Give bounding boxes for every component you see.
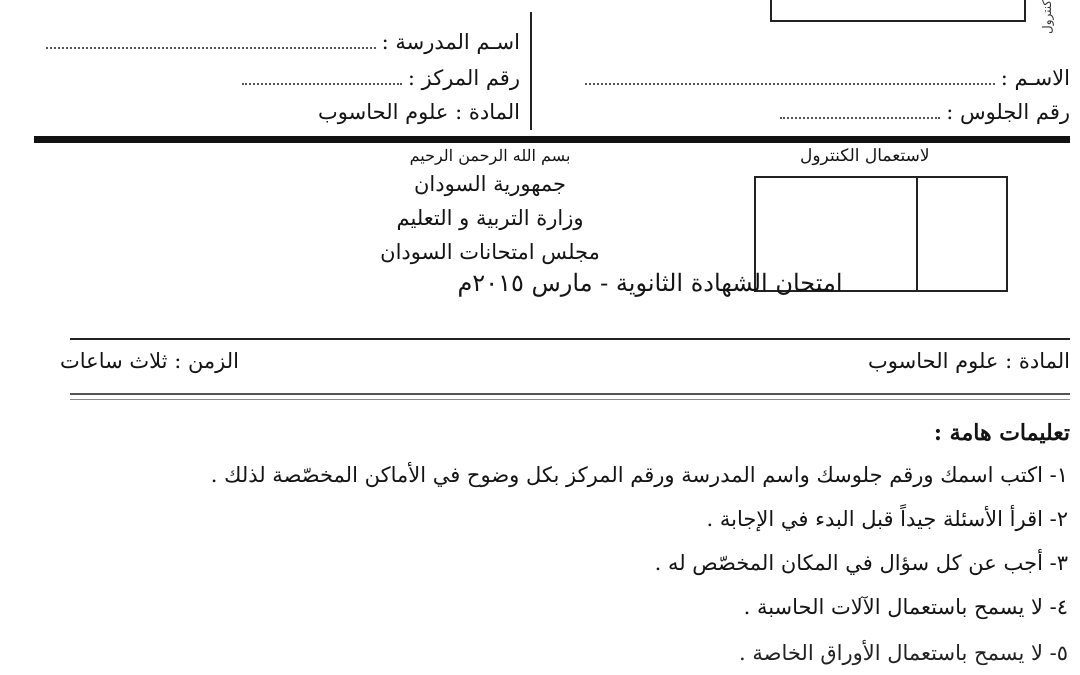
instruction-item: ٤- لا يسمح باستعمال الآلات الحاسبة .: [743, 595, 1068, 619]
instruction-item: ٢- اقرأ الأسئلة جيداً قبل البدء في الإجابة .: [706, 507, 1068, 531]
exam-title: امتحان الشهادة الثانوية - مارس ٢٠١٥م: [457, 269, 843, 297]
control-use-label: لاستعمال الكنترول: [800, 146, 930, 166]
ministry-name: وزارة التربية و التعليم: [396, 206, 584, 230]
double-divider-top: [70, 393, 1070, 395]
exam-duration: الزمن : ثلاث ساعات: [60, 349, 239, 373]
instruction-item: ١- اكتب اسمك ورقم جلوسك واسم المدرسة ورقم المركز بكل وضوح في الأماكن المخصّصة لذلك .: [210, 463, 1068, 487]
double-divider-bottom: [70, 399, 1070, 400]
school-name-label: اسـم المدرسة :: [381, 30, 520, 54]
school-name-dots: [46, 33, 376, 49]
seat-number-label: رقم الجلوس :: [946, 100, 1070, 124]
section-divider: [70, 338, 1070, 340]
student-name-field: [550, 66, 1070, 90]
center-number-label: رقم المركز :: [407, 66, 520, 90]
thick-divider: [34, 136, 1070, 143]
instruction-item: ٥- لا يسمح باستعمال الأوراق الخاصة .: [739, 641, 1068, 665]
seat-number-field: [700, 100, 1070, 124]
header-divider: [530, 12, 532, 130]
seat-number-dots: [780, 103, 940, 119]
instructions-title: تعليمات هامة :: [933, 420, 1070, 446]
subject-field: المادة : علوم الحاسوب: [318, 100, 520, 124]
control-vertical-label: كنترول: [1040, 0, 1054, 35]
center-number-dots: [242, 69, 402, 85]
republic-name: جمهورية السودان: [414, 172, 566, 196]
exam-subject: المادة : علوم الحاسوب: [868, 349, 1070, 373]
top-control-box: [770, 0, 1026, 22]
basmala: بسم الله الرحمن الرحيم: [409, 146, 571, 165]
exam-council-name: مجلس امتحانات السودان: [380, 240, 600, 264]
student-name-label: الاسـم :: [1000, 66, 1070, 90]
school-name-field: [80, 30, 520, 54]
center-number-field: [240, 66, 520, 90]
student-name-dots: [585, 69, 995, 85]
instruction-item: ٣- أجب عن كل سؤال في المكان المخصّص له .: [654, 551, 1068, 575]
